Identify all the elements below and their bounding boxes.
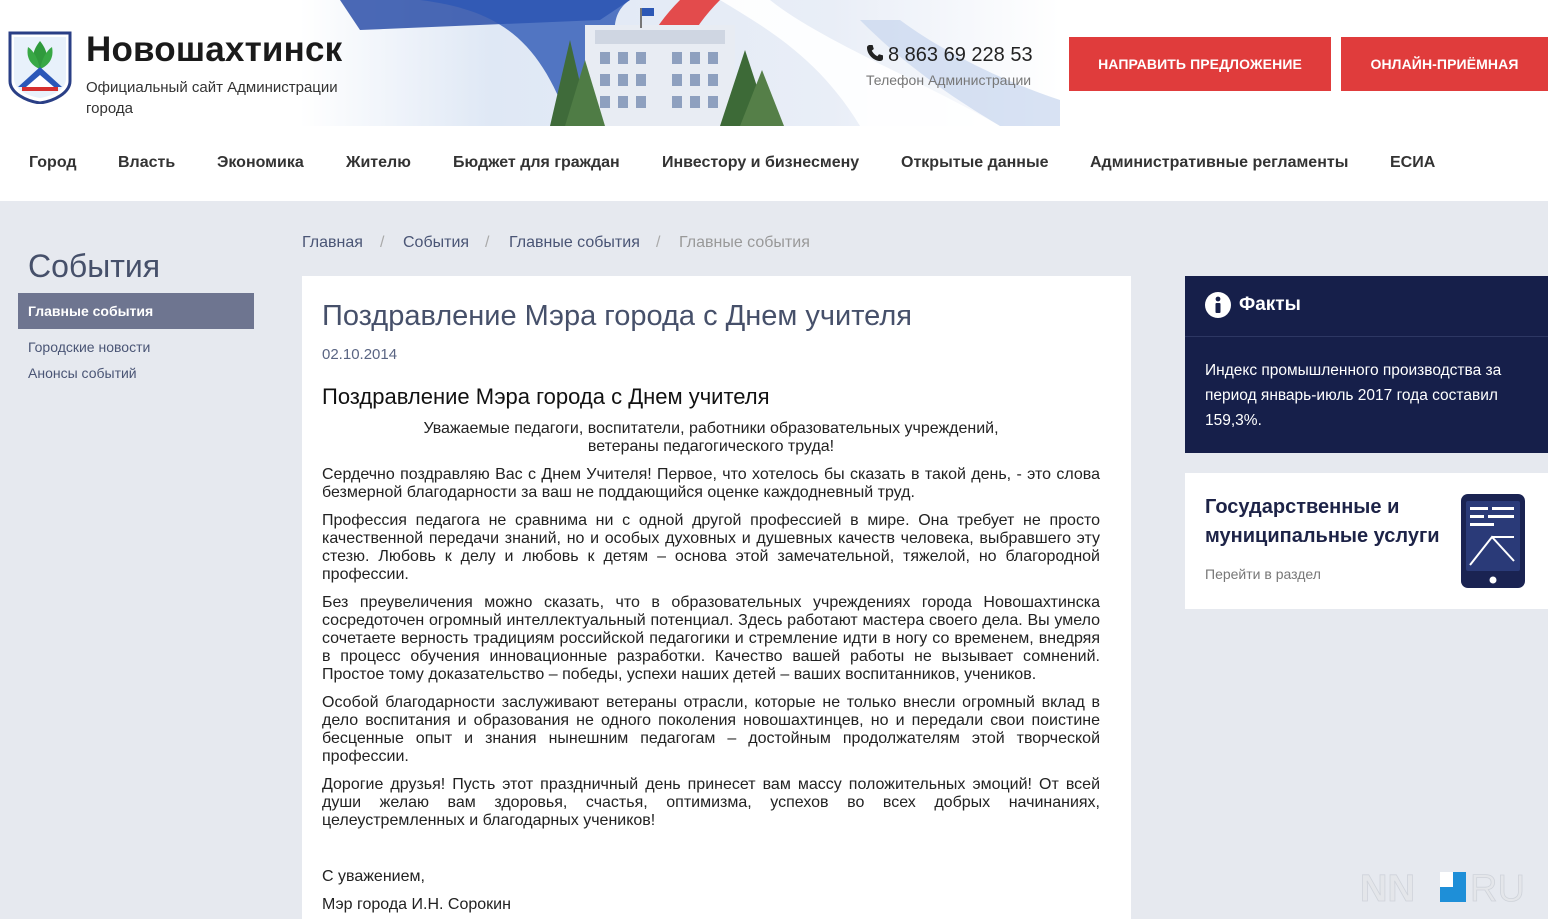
nav-item-investor[interactable]: Инвестору и бизнесмену xyxy=(662,154,860,171)
sidebar-item-main-events[interactable]: Главные события xyxy=(18,293,254,329)
article-date: 02.10.2014 xyxy=(322,346,398,363)
phone-number[interactable] xyxy=(866,44,1033,67)
site-title[interactable]: Новошахтинск xyxy=(86,30,343,69)
site-subtitle: Официальный сайт Администрации города xyxy=(86,79,338,117)
svg-text:NN: NN xyxy=(1360,868,1415,906)
info-icon xyxy=(1205,292,1231,318)
breadcrumb-events[interactable]: События xyxy=(403,234,470,251)
article-card xyxy=(302,276,1131,919)
send-proposal-button[interactable]: НАПРАВИТЬ ПРЕДЛОЖЕНИЕ xyxy=(1069,37,1331,91)
phone-number-text[interactable]: 8 863 69 228 53 xyxy=(888,44,1033,66)
nav-item-regulations[interactable]: Административные регламенты xyxy=(1090,154,1349,171)
nav-item-economy[interactable]: Экономика xyxy=(217,154,304,171)
sidebar-item-city-news[interactable]: Городские новости xyxy=(28,339,151,355)
article-paragraph: Без преувеличения можно сказать, что в образовательных учреждениях города Новошахтинска сосредоточен огромный интеллектуальный потенциал. Здесь работают мастера своего дела. Вы умело сочетаете верность традициям российской педагогики и стремление идти в ногу со временем, внедряя в процесс обучения инновационные разработки. Качество вашей работы не вызывает сомнений. Простое тому доказательство – победы, успехи наших детей – ваших воспитанников, учеников. xyxy=(322,594,1100,683)
breadcrumb-current: Главные события xyxy=(679,234,810,251)
nav-item-city[interactable]: Город xyxy=(29,154,77,171)
online-reception-button[interactable]: ОНЛАЙН-ПРИЁМНАЯ xyxy=(1341,37,1548,91)
breadcrumb-separator: / xyxy=(656,234,661,251)
phone-label: Телефон Администрации xyxy=(866,72,1032,88)
facts-title: Факты xyxy=(1239,294,1301,315)
nn-ru-watermark-logo xyxy=(1360,868,1530,906)
breadcrumb-separator: / xyxy=(485,234,490,251)
article-greeting-line: ветераны педагогического труда! xyxy=(587,438,835,455)
sidebar-item-event-announcements[interactable]: Анонсы событий xyxy=(28,365,137,381)
facts-header xyxy=(1205,292,1301,318)
article-paragraph: Дорогие друзья! Пусть этот праздничный день принесет вам массу положительных эмоций! От всей души желаю вам здоровья, счастья, оптимизма, успехов во всех добрых начинаниях, целеустремленных и благодарных учеников! xyxy=(322,776,1100,829)
mobile-document-icon xyxy=(1460,493,1526,589)
article-heading: Поздравление Мэра города с Днем учителя xyxy=(322,384,770,409)
article-sign-regards: С уважением, xyxy=(322,868,425,885)
nav-item-authority[interactable]: Власть xyxy=(118,154,176,171)
svg-text:RU: RU xyxy=(1470,868,1525,906)
facts-widget xyxy=(1185,276,1548,453)
services-widget[interactable] xyxy=(1185,473,1548,609)
nav-item-budget[interactable]: Бюджет для граждан xyxy=(453,154,620,171)
phone-icon xyxy=(866,44,884,62)
article-paragraph: Профессия педагога не сравнима ни с одной другой профессией в мире. Она требует не просто качественной передачи знаний, но и особых духовных и душевных качеств человека, выбравшего эту стезю. Любовь к делу и любовь к детям – основа этой замечательной, тяжелой, но благородной профессии. xyxy=(322,512,1100,583)
site-header xyxy=(0,0,1548,201)
article-sign-author: Мэр города И.Н. Сорокин xyxy=(322,896,511,913)
article-body xyxy=(322,466,1100,840)
breadcrumb-home[interactable]: Главная xyxy=(302,234,363,251)
article-paragraph: Сердечно поздравляю Вас с Днем Учителя! Первое, что хотелось бы сказать в такой день, - это слова безмерной благодарности за ваш не поддающийся оценке каждодневный труд. xyxy=(322,466,1100,501)
breadcrumb-main-events[interactable]: Главные события xyxy=(509,234,640,251)
nav-item-open-data[interactable]: Открытые данные xyxy=(901,154,1049,171)
facts-divider xyxy=(1185,336,1548,337)
main-nav xyxy=(0,140,1548,190)
city-emblem-logo[interactable] xyxy=(8,31,72,104)
facts-text: Индекс промышленного производства за период январь-июль 2017 года составил 159,3%. xyxy=(1205,362,1502,429)
article-greeting xyxy=(322,420,1100,456)
article-greeting-line: Уважаемые педагоги, воспитатели, работники образовательных учреждений, xyxy=(423,420,999,437)
services-link[interactable]: Перейти в раздел xyxy=(1205,566,1321,582)
nav-item-residents[interactable]: Жителю xyxy=(346,154,411,171)
article-paragraph: Особой благодарности заслуживают ветераны отрасли, которые не только внесли огромный вклад в дело воспитания и образования не одного поколения новошахтинцев, но и передали свои поистине бесценные опыт и знания нынешним педагогам – достойным продолжателям этой творческой профессии. xyxy=(322,694,1100,765)
nav-item-esia[interactable]: ЕСИА xyxy=(1390,154,1436,171)
article-title: Поздравление Мэра города с Днем учителя xyxy=(322,300,912,332)
services-title[interactable]: Государственные и муниципальные услуги xyxy=(1205,496,1440,547)
breadcrumb-separator: / xyxy=(380,234,385,251)
sidebar-title: События xyxy=(28,248,161,284)
